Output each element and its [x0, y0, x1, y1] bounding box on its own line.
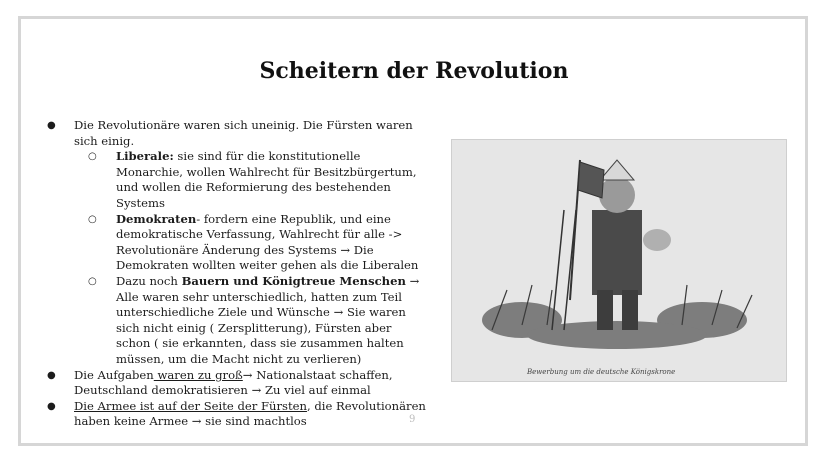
sub-bullet-text: → Alle waren sehr unterschiedlich, hatten zum Teil unterschiedliche Ziele und Wünsche → Sie waren sich nicht einig ( Zersplitterung), Fürsten aber schon ( sie erkannten, dass sie zusammen halten müssen, um die Macht nicht zu verlieren)	[116, 273, 420, 366]
bullet-item	[44, 118, 429, 149]
sub-bullet-bold: Demokraten	[116, 211, 197, 226]
bullet-underline: waren zu groß	[153, 367, 243, 382]
bullet-pre: Die Aufgaben	[74, 367, 154, 382]
sub-bullet-pre: Dazu noch	[116, 273, 182, 288]
bullet-underline: Die Armee ist auf der Seite der Fürsten	[74, 398, 307, 413]
page-number: 9	[409, 414, 416, 425]
slide-title: Scheitern der Revolution	[259, 58, 569, 84]
circle-bullet-icon: ○	[88, 275, 97, 287]
sub-bullet-text: - fordern eine Republik, und eine demokratische Verfassung, Wahlrecht für alle -> Revolutionäre Änderung des Systems → Die Demokraten wollten weiter gehen als die Liberalen	[116, 211, 419, 273]
bullet-text: Die Revolutionäre waren sich uneinig. Die Fürsten waren sich einig.	[74, 118, 413, 148]
bullet-dot-icon: ●	[47, 120, 56, 131]
sub-bullet-item	[44, 212, 429, 274]
circle-bullet-icon: ○	[88, 213, 97, 225]
sub-bullet-item	[44, 149, 429, 211]
bullet-text: , die Revolutionären haben keine Armee → sie sind machtlos	[74, 398, 426, 429]
bullet-item	[44, 399, 429, 430]
circle-bullet-icon: ○	[88, 151, 97, 163]
image-caption: Bewerbung um die deutsche Königskrone	[527, 368, 676, 376]
sub-bullet-bold: Liberale:	[116, 149, 174, 164]
bullet-item	[44, 368, 429, 399]
bullet-dot-icon: ●	[47, 369, 56, 381]
sub-bullet-item	[44, 274, 429, 368]
caricature-image	[451, 139, 787, 382]
bullet-list	[44, 118, 429, 430]
sub-bullet-bold: Bauern und Königtreue Menschen	[181, 273, 406, 288]
sub-bullet-text: sie sind für die konstitutionelle Monarchie, wollen Wahlrecht für Besitzbürgertum, und wollen die Reformierung des bestehenden Systems	[116, 149, 417, 210]
bullet-dot-icon: ●	[47, 400, 56, 412]
bullet-text: → Nationalstaat schaffen, Deutschland demokratisieren → Zu viel auf einmal	[74, 367, 393, 398]
caricature-illustration	[452, 140, 786, 381]
